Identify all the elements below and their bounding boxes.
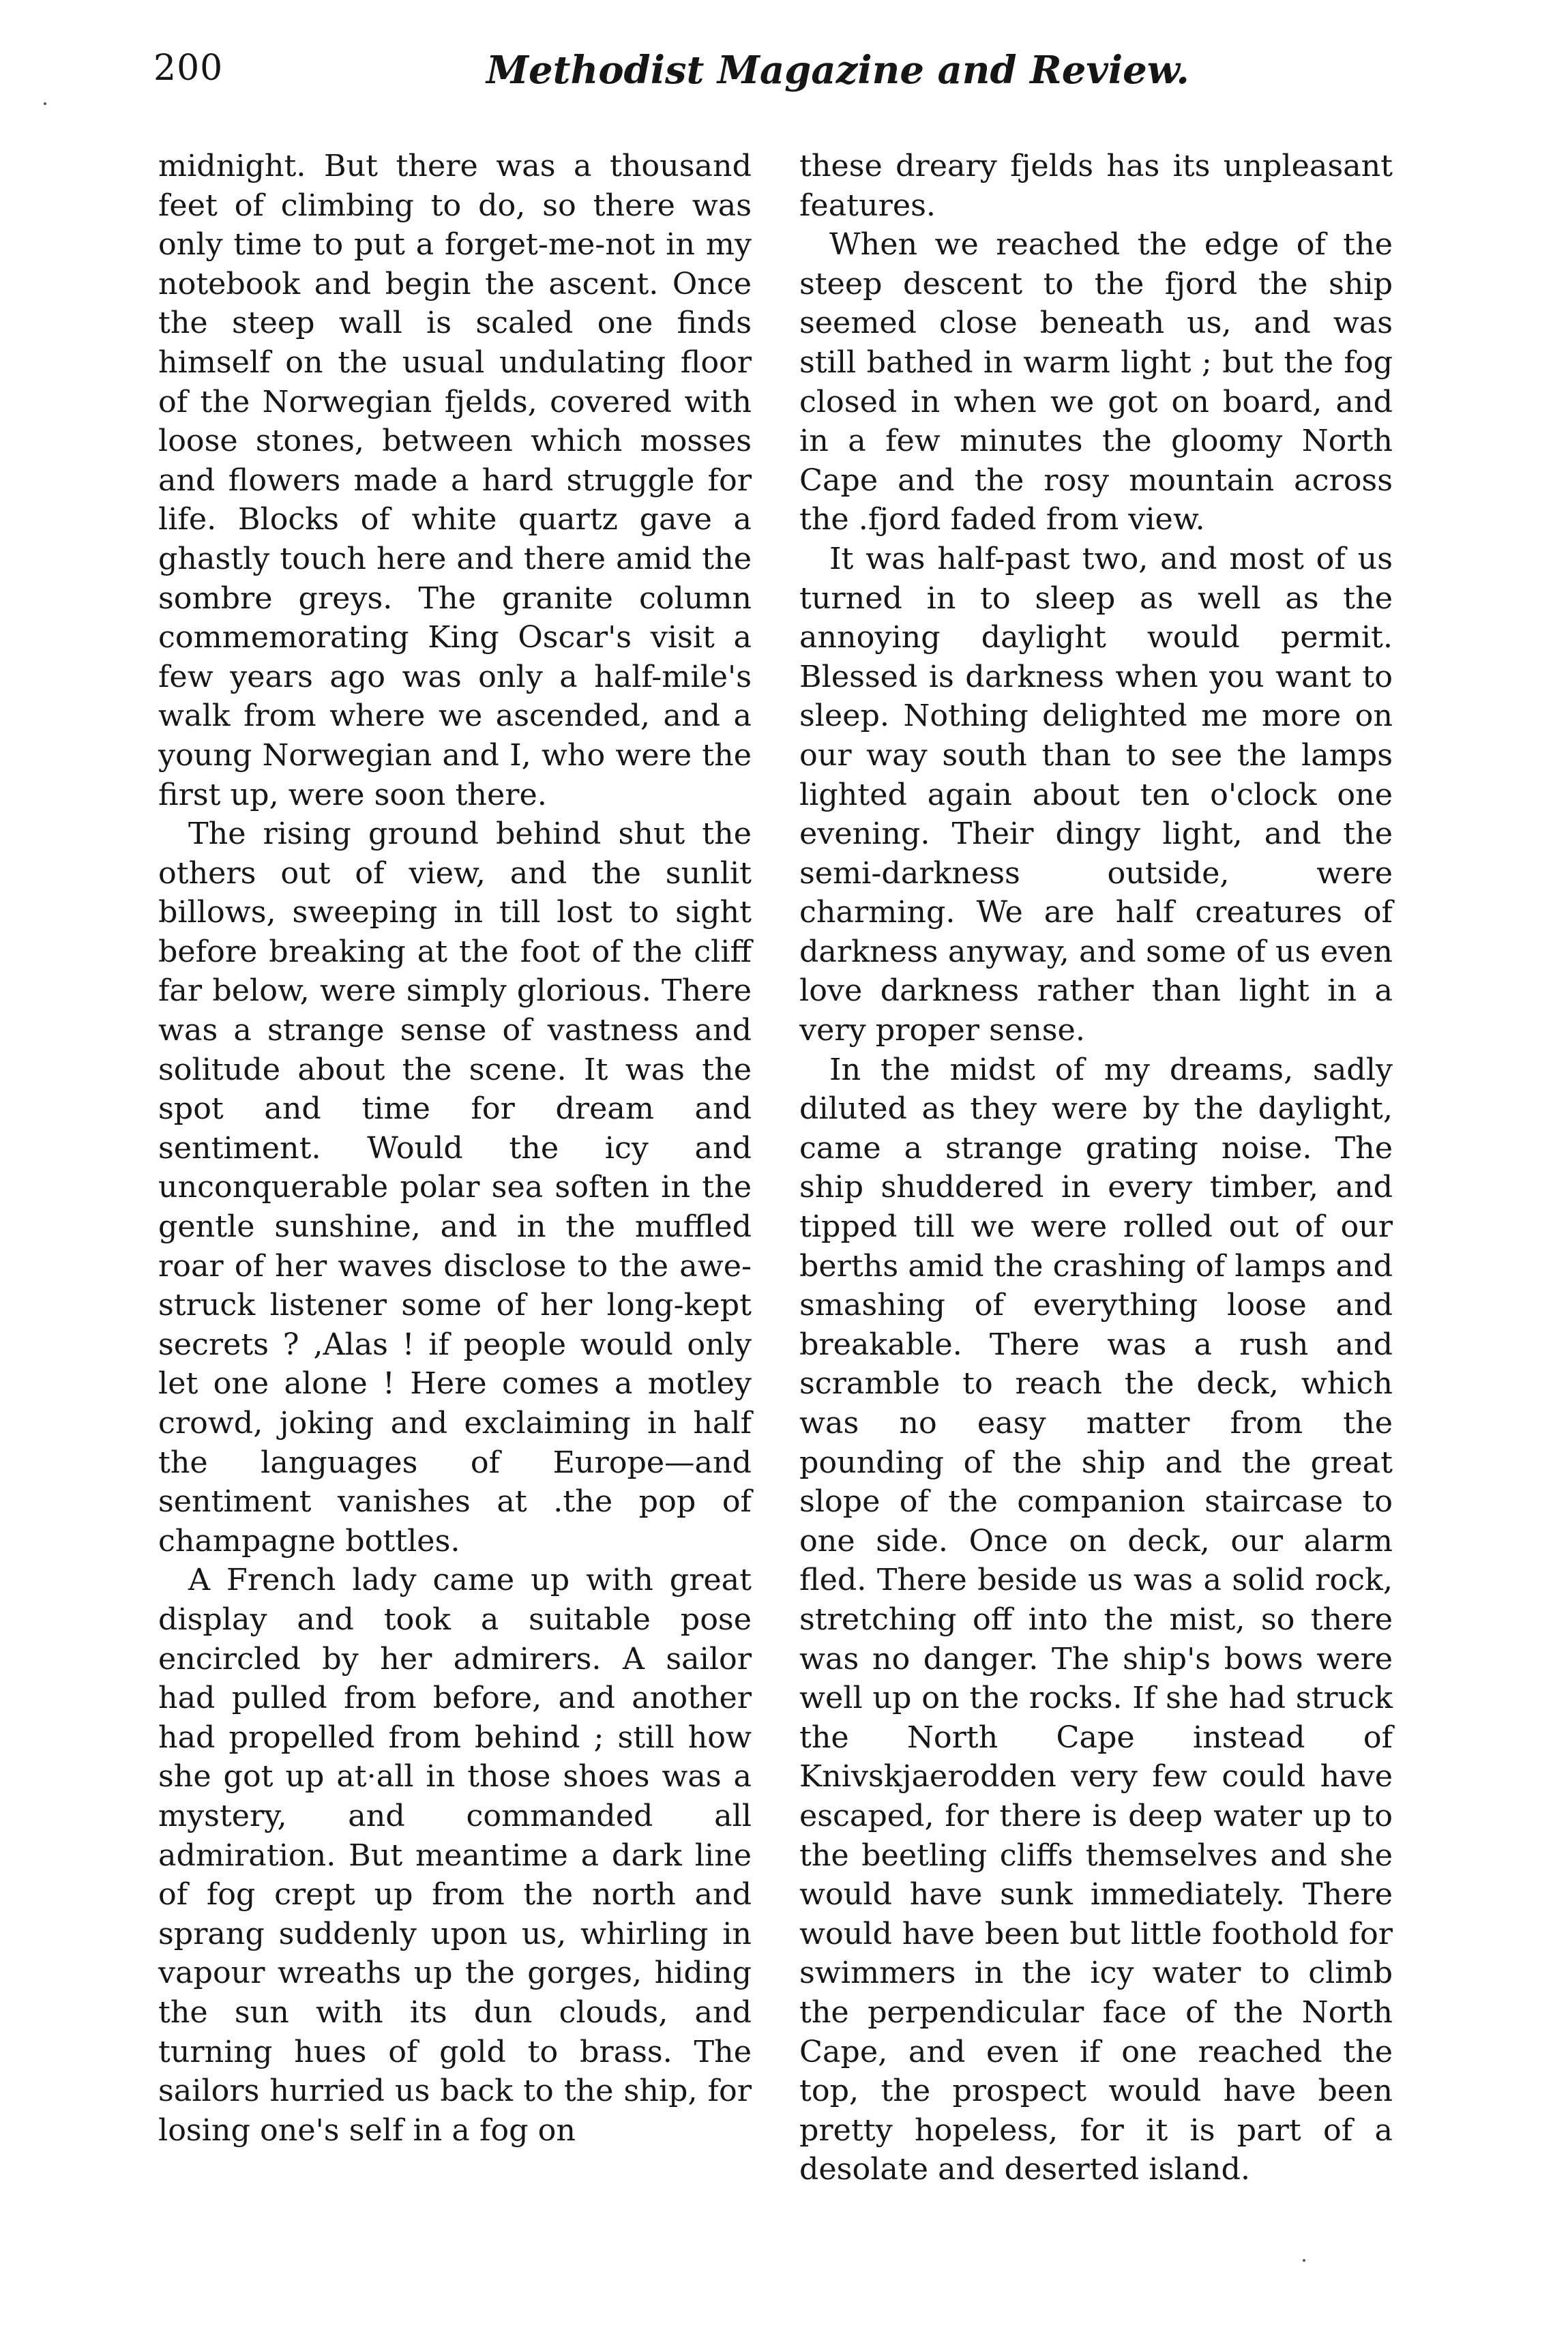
- paragraph: In the midst of my dreams, sadly diluted as they were by the daylight, came a strange grating noise. The ship shuddered in every timber, and tipped till we were rolled out of our berths amid the crashing of lamps and smashing of everything loose and breakable. There was a rush and scramble to reach the deck, which was no easy matter from the pounding of the ship and the great slope of the companion staircase to one side. Once on deck, our alarm fled. There beside us was a solid rock, stretching off into the mist, so there was no danger. The ship's bows were well up on the rocks. If she had struck the North Cape instead of Knivskjaerodden very few could have escaped, for there is deep water up to the beetling cliffs themselves and she would have sunk immediately. There would have been but little foothold for swimmers in the icy water to climb the perpendicular face of the North Cape, and even if one reached the top, the prospect would have been pretty hopeless, for it is part of a desolate and deserted island.: [799, 1052, 1393, 2187]
- right-column: [799, 147, 1393, 2189]
- paragraph: these dreary fjelds has its unpleasant features.: [799, 149, 1393, 223]
- left-column: [158, 147, 752, 2150]
- page-number: 200: [153, 48, 224, 89]
- paragraph: The rising ground behind shut the others out of view, and the sunlit billows, sweeping in till lost to sight before breaking at the foot of the cliff far below, were simply glorious. There was a strange sense of vastness and solitude about the scene. It was the spot and time for dream and sentiment. Would the icy and unconquerable polar sea soften in the gentle sunshine, and in the muffled roar of her waves disclose to the awe-struck listener some of her long-kept secrets ? ,Alas ! if people would only let one alone ! Here comes a motley crowd, joking and exclaiming in half the languages of Europe—and sentiment vanishes at .the pop of champagne bottles.: [158, 816, 752, 1559]
- running-title: Methodist Magazine and Review.: [486, 48, 1189, 93]
- paragraph: When we reached the edge of the steep descent to the fjord the ship seemed close beneath us, and was still bathed in warm light ; but the fog closed in when we got on board, and in a few minutes the gloomy North Cape and the rosy mountain across the .fjord faded from view.: [799, 227, 1393, 537]
- paragraph: midnight. But there was a thousand feet of climbing to do, so there was only time to put a forget-me-not in my notebook and begin the ascent. Once the steep wall is scaled one finds himself on the usual undulating floor of the Norwegian fjelds, covered with loose stones, between which mosses and flowers made a hard struggle for life. Blocks of white quartz gave a ghastly touch here and there amid the sombre greys. The granite column commemorating King Oscar's visit a few years ago was only a half-mile's walk from where we ascended, and a young Norwegian and I, who were the first up, were soon there.: [158, 149, 752, 812]
- paragraph: It was half-past two, and most of us turned in to sleep as well as the annoying daylight would permit. Blessed is darkness when you want to sleep. Nothing delighted me more on our way south than to see the lamps lighted again about ten o'clock one evening. Their dingy light, and the semi-darkness outside, were charming. We are half creatures of darkness anyway, and some of us even love darkness rather than light in a very proper sense.: [799, 541, 1393, 1048]
- scan-speck: [1303, 2259, 1305, 2262]
- scan-speck: [44, 102, 46, 105]
- paragraph: A French lady came up with great display and took a suitable pose encircled by her admirers. A sailor had pulled from before, and another had propelled from behind ; still how she got up at·all in those shoes was a mystery, and commanded all admiration. But meantime a dark line of fog crept up from the north and sprang suddenly upon us, whirling in vapour wreaths up the gorges, hiding the sun with its dun clouds, and turning hues of gold to brass. The sailors hurried us back to the ship, for losing one's self in a fog on: [158, 1563, 752, 2148]
- page-header: [153, 42, 1189, 104]
